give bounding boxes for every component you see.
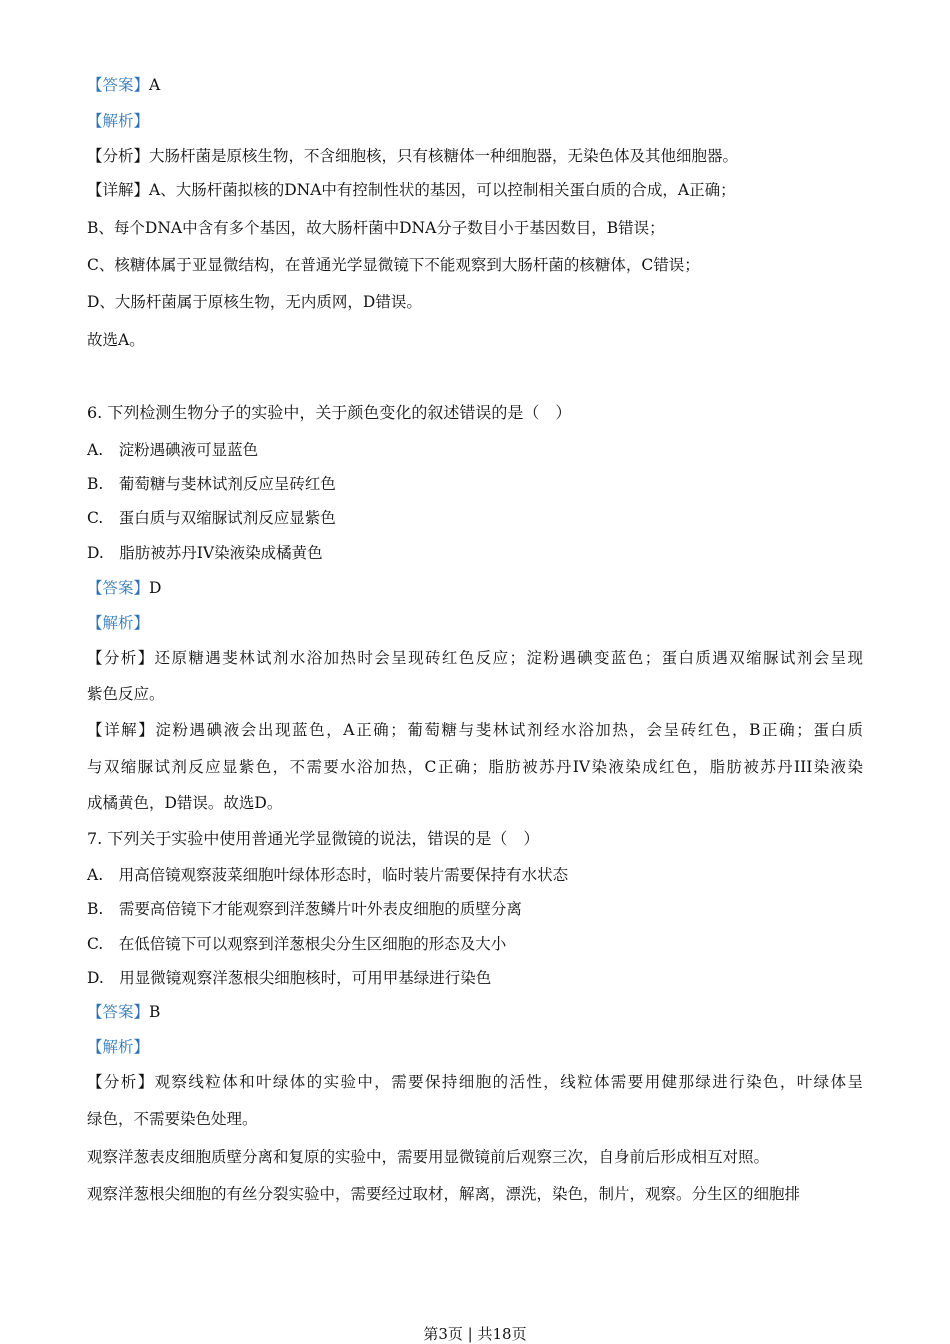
line-text: 成橘黄色，D错误。故选D。 <box>87 794 283 812</box>
text-line <box>87 683 863 705</box>
section-label: 【分析】 <box>87 147 150 165</box>
section-label: 【解析】 <box>87 614 150 632</box>
text-line <box>87 254 863 276</box>
text-line <box>87 473 863 495</box>
text-line <box>87 864 863 886</box>
text-line <box>87 1001 863 1023</box>
line-text: D. 脂肪被苏丹IV染液染成橘黄色 <box>87 544 323 562</box>
line-text: 观察线粒体和叶绿体的实验中，需要保持细胞的活性，线粒体需要用健那绿进行染色，叶绿体呈 <box>154 1073 863 1091</box>
section-label: 【答案】 <box>87 579 150 597</box>
line-text: C. 蛋白质与双缩脲试剂反应显紫色 <box>87 509 336 527</box>
text-line <box>87 542 863 564</box>
line-text: A、大肠杆菌拟核的DNA中有控制性状的基因，可以控制相关蛋白质的合成，A正确； <box>149 181 736 199</box>
text-line <box>87 967 863 989</box>
text-line <box>87 507 863 529</box>
line-text: 绿色，不需要染色处理。 <box>87 1110 258 1128</box>
line-text: 故选A。 <box>87 331 145 349</box>
text-line <box>87 291 863 313</box>
line-text: 6. 下列检测生物分子的实验中，关于颜色变化的叙述错误的是（ ） <box>87 403 572 422</box>
section-label: 【解析】 <box>87 1038 150 1056</box>
text-line <box>87 1146 863 1168</box>
text-line <box>87 329 863 351</box>
text-line <box>87 110 863 132</box>
text-line <box>87 898 863 920</box>
section-label: 【详解】 <box>87 181 150 199</box>
text-line <box>87 179 863 201</box>
line-text: D、大肠杆菌属于原核生物，无内质网，D错误。 <box>87 293 422 311</box>
text-line <box>87 828 863 850</box>
line-text: 观察洋葱根尖细胞的有丝分裂实验中，需要经过取材，解离，漂洗，染色，制片，观察。分生区的细胞排 <box>87 1185 801 1203</box>
text-line <box>87 145 863 167</box>
line-text: 淀粉遇碘液会出现蓝色，A正确；葡萄糖与斐林试剂经水浴加热，会呈砖红色，B正确；蛋白质 <box>155 721 863 739</box>
line-text: C、核糖体属于亚显微结构，在普通光学显微镜下不能观察到大肠杆菌的核糖体，C错误； <box>87 256 700 274</box>
text-line <box>87 1183 863 1205</box>
line-text: D <box>149 579 162 597</box>
line-text: 7. 下列关于实验中使用普通光学显微镜的说法，错误的是（ ） <box>87 829 540 848</box>
text-line <box>87 217 863 239</box>
line-text: 紫色反应。 <box>87 685 165 703</box>
text-line <box>87 612 863 634</box>
text-line <box>87 719 863 741</box>
text-line <box>87 577 863 599</box>
text-line <box>87 402 863 424</box>
text-line <box>87 933 863 955</box>
line-text: 与双缩脲试剂反应显紫色，不需要水浴加热，C正确；脂肪被苏丹IV染液染成红色，脂肪被苏丹III染液染 <box>87 758 863 776</box>
line-text: D. 用显微镜观察洋葱根尖细胞核时，可用甲基绿进行染色 <box>87 969 492 987</box>
line-text: B、每个DNA中含有多个基因，故大肠杆菌中DNA分子数目小于基因数目，B错误； <box>87 219 665 237</box>
line-text: A. 用高倍镜观察菠菜细胞叶绿体形态时，临时装片需要保持有水状态 <box>87 866 569 884</box>
line-text: 观察洋葱表皮细胞质壁分离和复原的实验中，需要用显微镜前后观察三次，自身前后形成相互对照。 <box>87 1148 770 1166</box>
line-text: 还原糖遇斐林试剂水浴加热时会呈现砖红色反应；淀粉遇碘变蓝色；蛋白质遇双缩脲试剂会呈现 <box>154 649 863 667</box>
text-line <box>87 1071 863 1093</box>
text-line <box>87 647 863 669</box>
line-text: B. 需要高倍镜下才能观察到洋葱鳞片叶外表皮细胞的质壁分离 <box>87 900 522 918</box>
line-text: A <box>149 76 161 94</box>
text-line <box>87 756 863 778</box>
text-line <box>87 1108 863 1130</box>
section-label: 【分析】 <box>87 649 155 667</box>
section-label: 【答案】 <box>87 1003 150 1021</box>
line-text: A. 淀粉遇碘液可显蓝色 <box>87 441 259 459</box>
line-text: B <box>149 1003 161 1021</box>
line-text: C. 在低倍镜下可以观察到洋葱根尖分生区细胞的形态及大小 <box>87 935 507 953</box>
line-text: B. 葡萄糖与斐林试剂反应呈砖红色 <box>87 475 336 493</box>
page-footer: 第3页 | 共18页 <box>423 1325 527 1343</box>
section-label: 【分析】 <box>87 1073 155 1091</box>
text-line <box>87 792 863 814</box>
section-label: 【答案】 <box>87 76 150 94</box>
section-label: 【详解】 <box>87 721 156 739</box>
text-line <box>87 439 863 461</box>
section-label: 【解析】 <box>87 112 150 130</box>
text-line <box>87 1036 863 1058</box>
line-text: 大肠杆菌是原核生物，不含细胞核，只有核糖体一种细胞器，无染色体及其他细胞器。 <box>149 147 739 165</box>
text-line <box>87 74 863 96</box>
